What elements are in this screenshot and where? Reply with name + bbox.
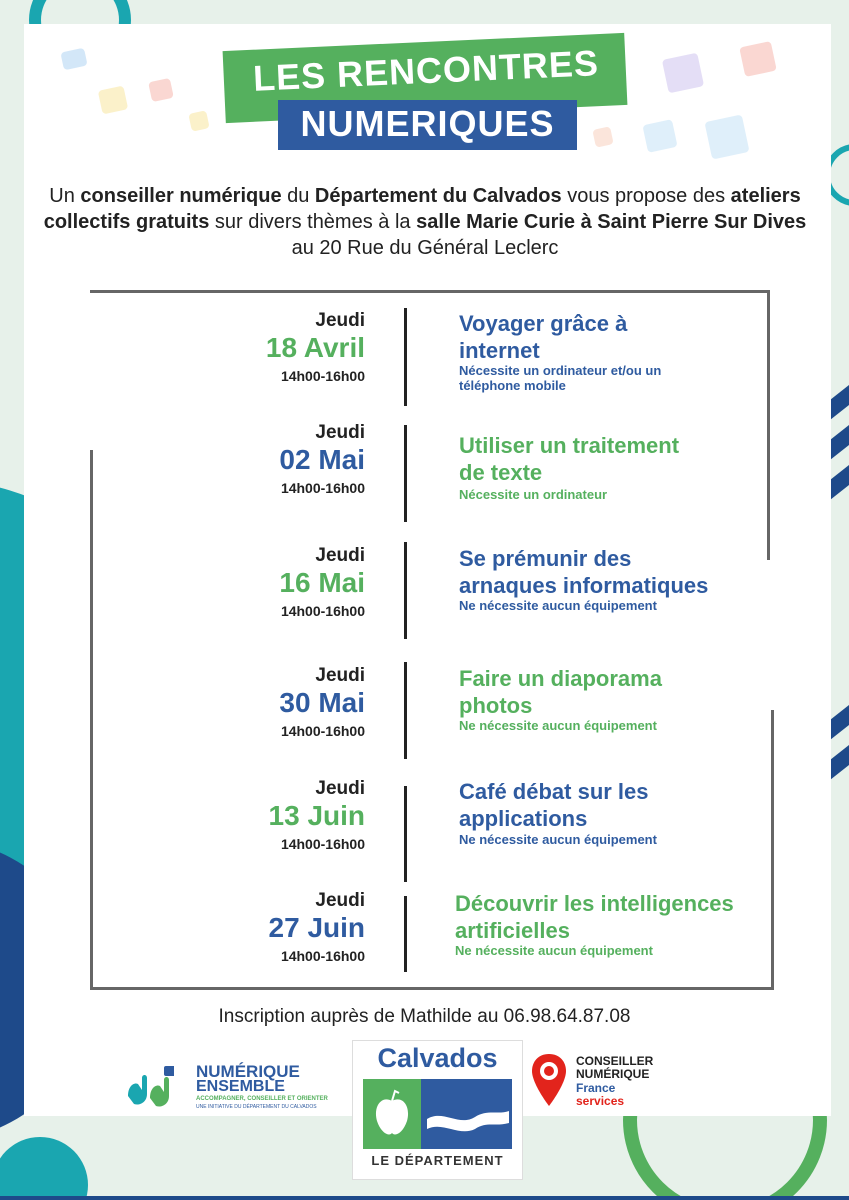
event-date: 30 Mai bbox=[279, 687, 365, 718]
frame-top-line bbox=[90, 290, 770, 293]
intro-part: vous propose des bbox=[561, 185, 731, 207]
numerique-ensemble-logo bbox=[124, 1062, 334, 1112]
event-note bbox=[455, 943, 695, 958]
cn-line3: France bbox=[576, 1081, 616, 1095]
page-title-line1: LES RENCONTRES bbox=[252, 42, 600, 99]
event-title bbox=[459, 310, 779, 364]
event-note bbox=[459, 487, 699, 502]
intro-part: du bbox=[281, 185, 315, 207]
location-pin-icon bbox=[530, 1052, 568, 1108]
confetti-square bbox=[704, 114, 749, 159]
apple-wave-icon bbox=[363, 1079, 512, 1149]
event-note-line: Ne nécessite aucun équipement bbox=[459, 832, 657, 847]
event-row bbox=[0, 890, 849, 1000]
event-title-line: Découvrir les intelligences bbox=[455, 891, 734, 916]
event-time: 14h00-16h00 bbox=[280, 723, 365, 739]
event-title bbox=[459, 545, 779, 599]
event-note bbox=[459, 598, 699, 613]
intro-bold: conseiller numérique bbox=[80, 185, 282, 207]
conseiller-numerique-logo bbox=[530, 1050, 690, 1112]
calvados-title: Calvados bbox=[377, 1043, 498, 1073]
intro-part: sur divers thèmes à la bbox=[209, 211, 417, 233]
event-title bbox=[455, 890, 775, 944]
intro-bold: ateliers collectifs gratuits bbox=[43, 185, 801, 233]
inscription-text: Inscription auprès de Mathilde au 06.98.64.87.08 bbox=[218, 1006, 631, 1027]
event-title-line: Café débat sur les bbox=[459, 779, 649, 804]
event-note bbox=[459, 832, 699, 847]
event-title-line: artificielles bbox=[455, 918, 570, 943]
event-title-line: Faire un diaporama bbox=[459, 666, 662, 691]
event-note-line: Ne nécessite aucun équipement bbox=[455, 943, 653, 958]
cn-line2: NUMÉRIQUE bbox=[576, 1067, 650, 1081]
cn-line1: CONSEILLER bbox=[576, 1054, 654, 1068]
intro-part: Un bbox=[49, 185, 81, 207]
event-day: Jeudi bbox=[315, 890, 365, 911]
intro-bold: salle Marie Curie à Saint Pierre Sur Dives bbox=[416, 211, 807, 233]
event-day: Jeudi bbox=[315, 778, 365, 799]
intro-text bbox=[40, 183, 810, 261]
calvados-subtitle: LE DÉPARTEMENT bbox=[371, 1153, 504, 1168]
event-row bbox=[0, 310, 849, 420]
event-day: Jeudi bbox=[315, 422, 365, 443]
page-title-line2: NUMERIQUES bbox=[300, 103, 555, 144]
event-time: 14h00-16h00 bbox=[280, 480, 365, 496]
event-note bbox=[459, 718, 699, 733]
event-title bbox=[459, 665, 779, 719]
event-note-line: Ne nécessite aucun équipement bbox=[459, 718, 657, 733]
event-title-line: applications bbox=[459, 806, 588, 831]
intro-bold: Département du Calvados bbox=[314, 185, 562, 207]
calvados-logo bbox=[352, 1040, 523, 1180]
confetti-square bbox=[592, 126, 613, 147]
event-title-line: internet bbox=[459, 338, 540, 363]
hands-touch-icon bbox=[124, 1066, 174, 1110]
intro-part: au 20 Rue du Général Leclerc bbox=[291, 237, 559, 259]
event-title bbox=[459, 778, 779, 832]
event-row bbox=[0, 778, 849, 888]
ne-tagline: ACCOMPAGNER, CONSEILLER ET ORIENTER bbox=[196, 1096, 328, 1102]
event-note-line: Nécessite un ordinateur bbox=[459, 487, 608, 502]
ne-line2: ENSEMBLE bbox=[196, 1078, 285, 1095]
ne-line1: NUMÉRIQUE bbox=[196, 1062, 300, 1081]
event-title-line: Se prémunir des bbox=[459, 546, 632, 571]
event-time: 14h00-16h00 bbox=[280, 948, 365, 964]
event-row bbox=[0, 545, 849, 655]
event-title bbox=[459, 432, 779, 486]
event-note-line: téléphone mobile bbox=[459, 378, 566, 393]
event-time: 14h00-16h00 bbox=[280, 603, 365, 619]
event-time: 14h00-16h00 bbox=[280, 368, 365, 384]
event-date: 02 Mai bbox=[279, 444, 365, 475]
event-row bbox=[0, 422, 849, 532]
event-note-line: Nécessite un ordinateur et/ou un bbox=[459, 363, 662, 378]
event-day: Jeudi bbox=[315, 665, 365, 686]
cn-line4: services bbox=[576, 1094, 625, 1108]
event-row bbox=[0, 665, 849, 775]
event-date: 27 Juin bbox=[268, 912, 365, 943]
ne-sub: UNE INITIATIVE DU DÉPARTEMENT DU CALVADOS bbox=[196, 1104, 317, 1110]
event-title-line: photos bbox=[459, 693, 533, 718]
event-title-line: Voyager grâce à bbox=[459, 311, 628, 336]
event-date: 16 Mai bbox=[279, 567, 365, 598]
event-date: 13 Juin bbox=[268, 800, 365, 831]
event-time: 14h00-16h00 bbox=[280, 836, 365, 852]
event-note-line: Ne nécessite aucun équipement bbox=[459, 598, 657, 613]
event-title-line: arnaques informatiques bbox=[459, 573, 709, 598]
event-title-line: de texte bbox=[459, 460, 543, 485]
event-title-line: Utiliser un traitement bbox=[459, 433, 680, 458]
event-day: Jeudi bbox=[315, 310, 365, 331]
event-day: Jeudi bbox=[315, 545, 365, 566]
event-date: 18 Avril bbox=[265, 332, 365, 363]
event-note bbox=[459, 363, 699, 393]
confetti-square bbox=[188, 110, 209, 131]
